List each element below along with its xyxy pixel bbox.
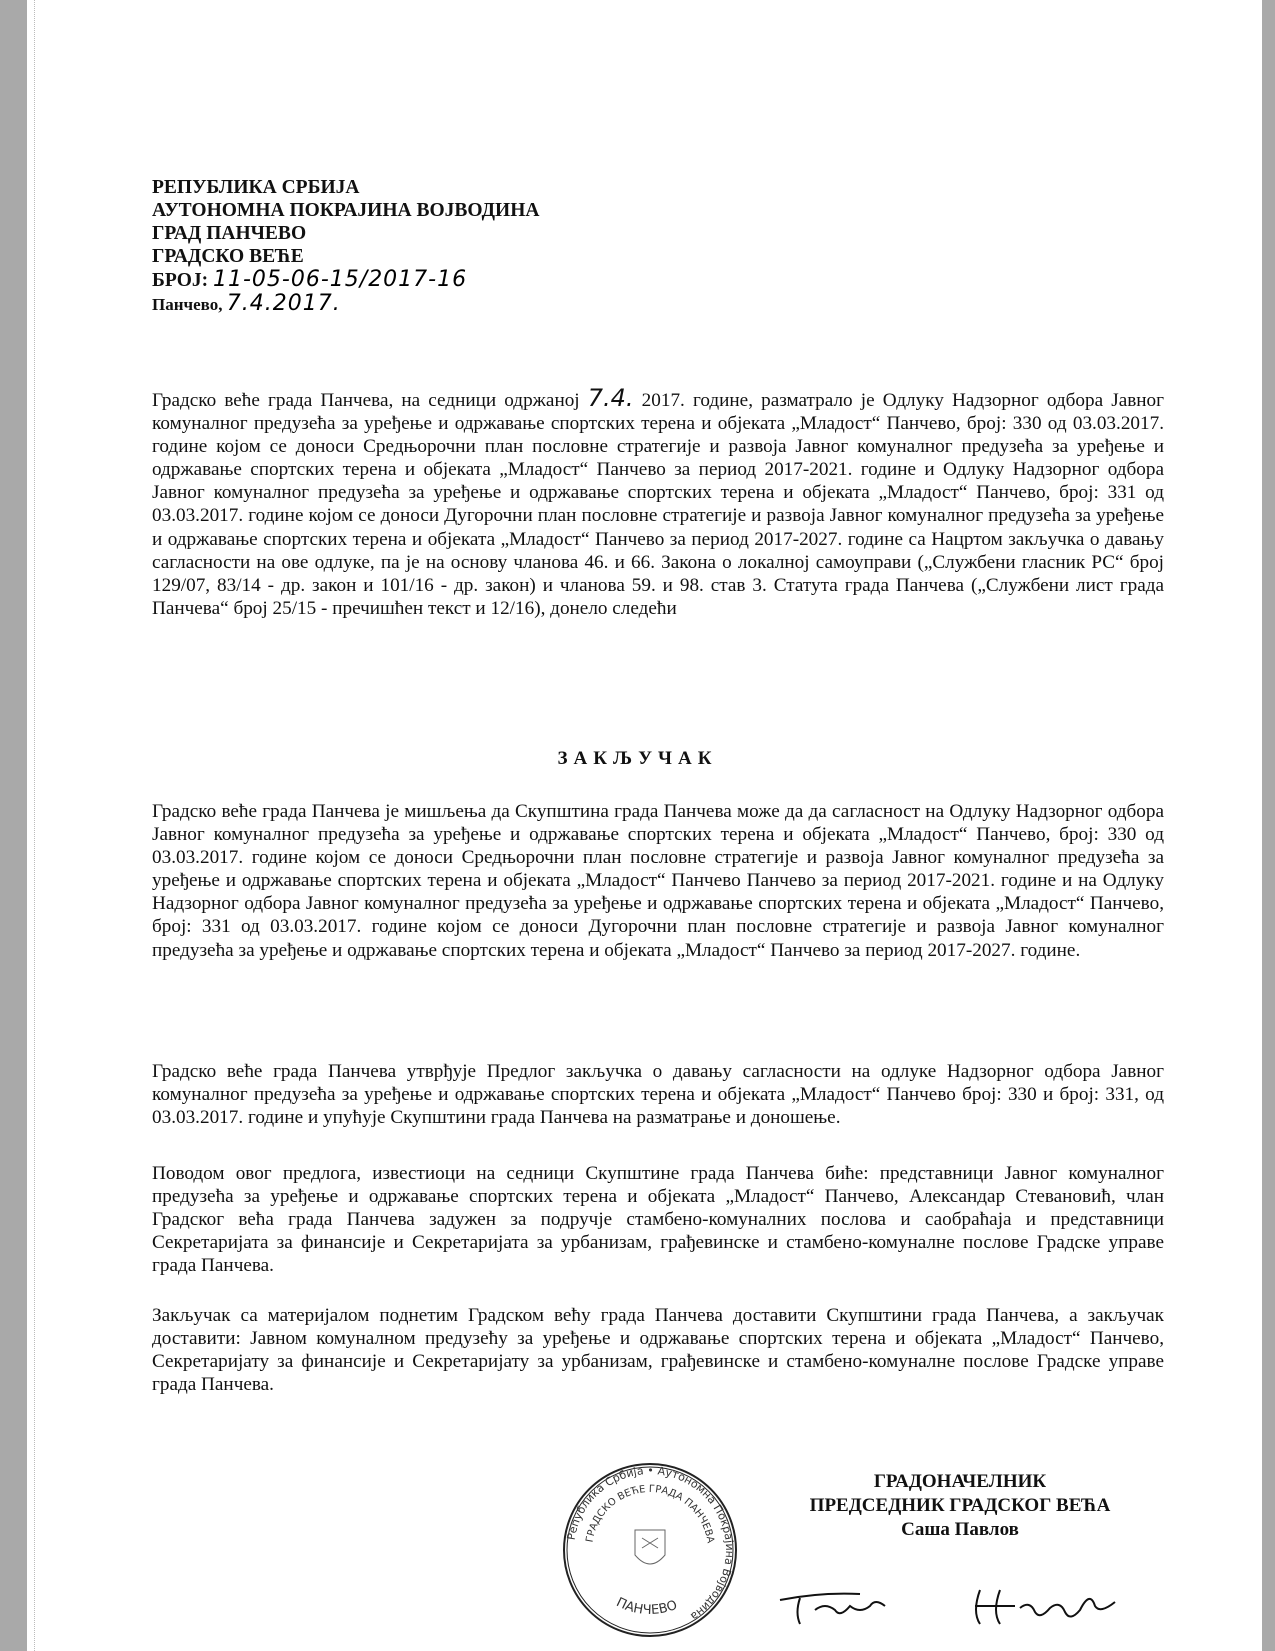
document-place-date [152,292,539,316]
signatory-title-president: ПРЕДСЕДНИК ГРАДСКОГ ВЕЋА [809,1495,1111,1516]
document-header [152,176,539,316]
scan-edge-left [0,0,27,1651]
signatory-title-mayor: ГРАДОНАЧЕЛНИК [873,1471,1047,1492]
conclusion-paragraph-2: Градско веће града Панчева утврђује Предлог закључка о давању сагласности на одлуке Надзорног одбора Јавног комуналног предузећа за уређење и одржавање спортских терена и објеката „Младост“ Панчево број: 330 и број: 331, од 03.03.2017. године и упућује Скупштини града Панчева на разматрање и доношење. [152,1061,1164,1129]
document-number [152,268,539,292]
handwritten-signature [760,1570,1180,1630]
document-place-label: Панчево, [152,295,223,314]
document-number-handwritten: 11-05-06-15/2017-16 [212,267,468,292]
session-date-handwritten: 7.4. [587,384,634,412]
header-line-republic: РЕПУБЛИКА СРБИЈА [152,177,360,198]
header-line-city: ГРАД ПАНЧЕВО [152,223,307,244]
seal-bottom-text: ПАНЧЕВО [613,1595,680,1619]
intro-text-start: Градско веће града Панчева, на седници одржаној [152,390,580,411]
conclusion-paragraph-1: Градско веће града Панчева је мишљења да Скупштина града Панчева може да да сагласност на Одлуку Надзорног одбора Јавног комуналног предузећа за уређење и одржавање спортских терена и објеката „Младост“ Панчево, број: 330 од 03.03.2017. године којом се доноси Средњорочни план пословне стратегије и развоја Јавног комуналног предузећа за уређење и одржавање спортских терена и објеката „Младост“ Панчево Панчево за период 2017-2021. године и на Одлуку Надзорног одбора Јавног комуналног предузећа за уређење и одржавање спортских терена и објеката „Младост“ Панчево, број: 331 од 03.03.2017. године којом се доноси Дугорочни план пословне стратегије и развоја Јавног комуналног предузећа за уређење и одржавање спортских терена и објеката „Младост“ Панчево за период 2017-2027. године. [152,801,1164,961]
header-line-province: АУТОНОМНА ПОКРАЈИНА ВОЈВОДИНА [152,200,540,221]
scan-edge-dotted-line [34,0,35,1651]
signature-block [760,1470,1160,1542]
seal-outer-text: Република Србија • Аутономна Покрајина Војводина [564,1463,737,1624]
document-date-handwritten: 7.4.2017. [226,291,341,316]
conclusion-paragraph-3: Поводом овог предлога, известиоци на седници Скупштине града Панчева биће: представници Јавног комуналног предузећа за уређење и одржавање спортских терена и објеката „Младост“ Панчево, Александар Стевановић, члан Градског већа града Панчева задужен за подручје стамбено-комуналних послова и саобраћаја и представници Секретаријата за финансије и Секретаријата за урбанизам, грађевинске и стамбено-комуналне послове Градске управе града Панчева. [152,1163,1164,1277]
intro-paragraph [152,384,1165,620]
document-title: ЗАКЉУЧАК [557,748,718,769]
seal-coat-of-arms [635,1530,665,1564]
scan-edge-right [1262,0,1275,1651]
signatory-name: Саша Павлов [901,1519,1019,1540]
document-number-label: БРОЈ: [152,270,209,291]
conclusion-paragraph-4: Закључак са материјалом поднетим Градском већу града Панчева доставити Скупштини града Панчева, а закључак доставити: Јавном комуналном предузећу за уређење и одржавање спортских терена и објеката „Младост“ Панчево, Секретаријату за финансије и Секретаријату за урбанизам, грађевинске и стамбено-комуналне послове Градске управе града Панчева. [152,1305,1164,1396]
official-seal-stamp [560,1460,740,1640]
seal-inner-text: ГРАДСКО ВЕЋЕ ГРАДА ПАНЧЕВА [584,1483,716,1545]
intro-text-rest: 2017. године, разматрало је Одлуку Надзорног одбора Јавног комуналног предузећа за уређење и одржавање спортских терена и објеката „Младост“ Панчево, број: 330 од 03.03.2017. године којом се доноси Средњорочни план пословне стратегије и развоја Јавног комуналног предузећа за уређење и одржавање спортских терена и објеката „Младост“ Панчево за период 2017-2021. године и Одлуку Надзорног одбора Јавног комуналног предузећа за уређење и одржавање спортских терена и објеката „Младост“ Панчево, број: 331 од 03.03.2017. године којом се доноси Дугорочни план пословне стратегије и развоја Јавног комуналног предузећа за уређење и одржавање спортских терена и објеката „Младост“ Панчево за период 2017-2027. године са Нацртом закључка о давању сагласности на ове одлуке, па је на основу чланова 46. и 66. Закона о локалној самоуправи („Службени гласник РС“ број 129/07, 83/14 - др. закон и 101/16 - др. закон) и чланова 59. и 98. став 3. Статута града Панчева („Службени лист града Панчева“ број 25/15 - пречишћен текст и 12/16), донело следећи [152,390,1165,619]
header-line-council: ГРАДСКО ВЕЋЕ [152,246,304,267]
